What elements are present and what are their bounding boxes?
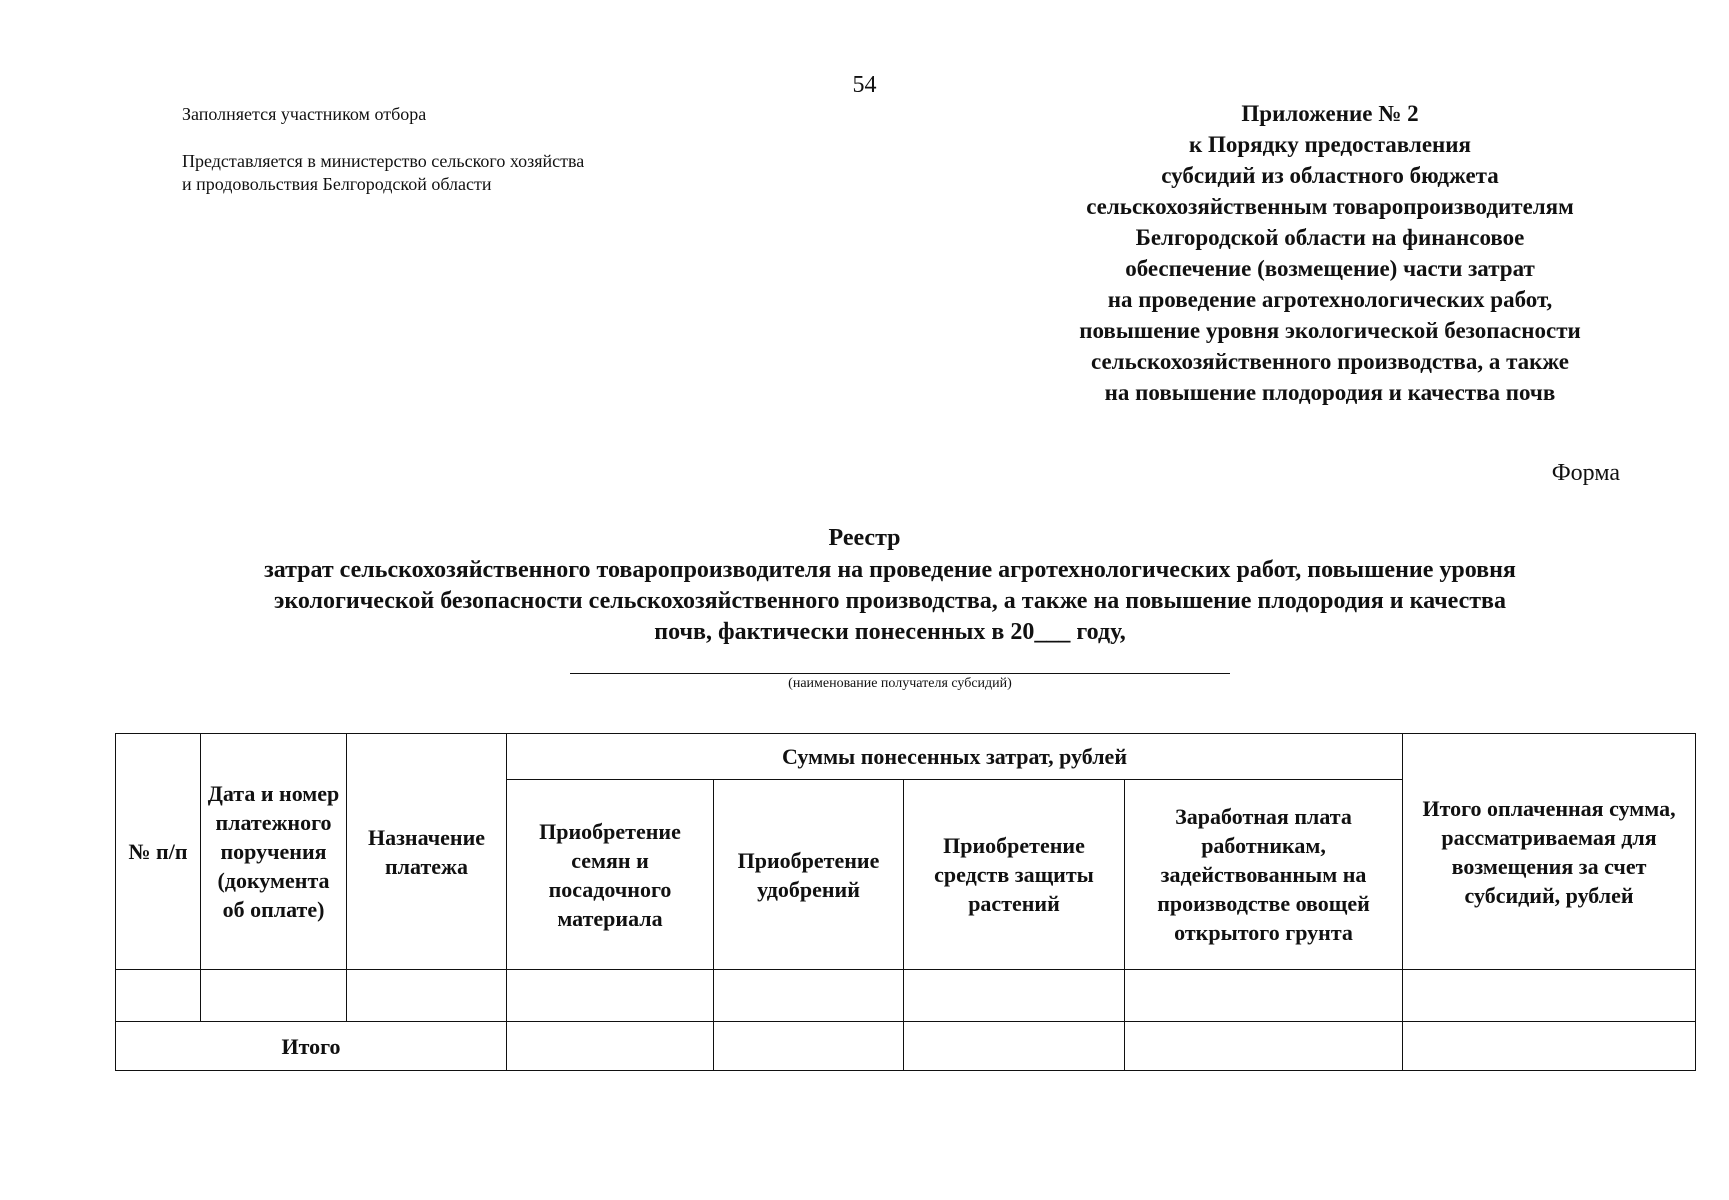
col-header-number: № п/п [116,734,201,970]
recipient-name-line [570,673,1230,674]
table-cell [1125,970,1403,1022]
table-cell [507,1022,714,1071]
col-header-seeds: Приобретение семян и посадочного материала [507,780,714,970]
registry-subtitle-line: затрат сельскохозяйственного товаропроизводителя на проведение агротехнологических работ, повышение уровня [264,557,1516,583]
table-cell [714,970,904,1022]
submitted-to-note [182,150,584,196]
table-cell [116,970,201,1022]
table-cell [507,970,714,1022]
form-label: Форма [1551,460,1620,486]
appendix-line: Белгородской области на финансовое [1135,225,1525,250]
registry-subtitle-line: экологической безопасности сельскохозяйственного производства, а также на повышение плодородия и качества [273,588,1506,614]
table-row [116,970,1696,1022]
table-cell [714,1022,904,1071]
col-header-plant-protection: Приобретение средств защиты растений [904,780,1125,970]
appendix-line: на повышение плодородия и качества почв [1104,380,1556,405]
table-cell [904,970,1125,1022]
table-cell [1125,1022,1403,1071]
appendix-line: на проведение агротехнологических работ, [1107,287,1553,312]
group-header-costs: Суммы понесенных затрат, рублей [507,734,1403,780]
appendix-line: обеспечение (возмещение) части затрат [1125,256,1535,281]
table-cell [904,1022,1125,1071]
registry-subtitle [170,555,1610,648]
registry-table [115,733,1696,1071]
appendix-line: повышение уровня экологической безопасности [1079,318,1581,343]
table-cell [201,970,347,1022]
col-header-total-paid: Итого оплаченная сумма, рассматриваемая для возмещения за счет субсидий, рублей [1403,734,1696,970]
appendix-heading [1010,98,1650,408]
appendix-line: сельскохозяйственного производства, а также [1090,349,1570,374]
registry-title: Реестр [828,525,901,551]
table-cell [1403,1022,1696,1071]
table-cell [347,970,507,1022]
appendix-line: сельскохозяйственным товаропроизводителям [1086,194,1574,219]
col-header-fertilizers: Приобретение удобрений [714,780,904,970]
submitted-to-line-2: и продовольствия Белгородской области [182,174,492,194]
col-header-payment-purpose: Назначение платежа [347,734,507,970]
submitted-to-line-1: Представляется в министерство сельского хозяйства [182,151,585,171]
recipient-caption: (наименование получателя субсидий) [788,676,1012,691]
appendix-line: Приложение № 2 [1241,101,1419,126]
filled-by-note: Заполняется участником отбора [182,104,427,124]
page-number: 54 [852,72,877,98]
appendix-line: субсидий из областного бюджета [1161,163,1499,188]
total-row [116,1022,1696,1071]
col-header-payment-date: Дата и номер платежного поручения (документа об оплате) [201,734,347,970]
registry-subtitle-line: почв, фактически понесенных в 20___ году, [654,619,1126,645]
col-header-wages: Заработная плата работникам, задействованным на производстве овощей открытого грунта [1125,780,1403,970]
appendix-line: к Порядку предоставления [1189,132,1471,157]
table-cell [1403,970,1696,1022]
total-row-label: Итого [116,1022,507,1071]
